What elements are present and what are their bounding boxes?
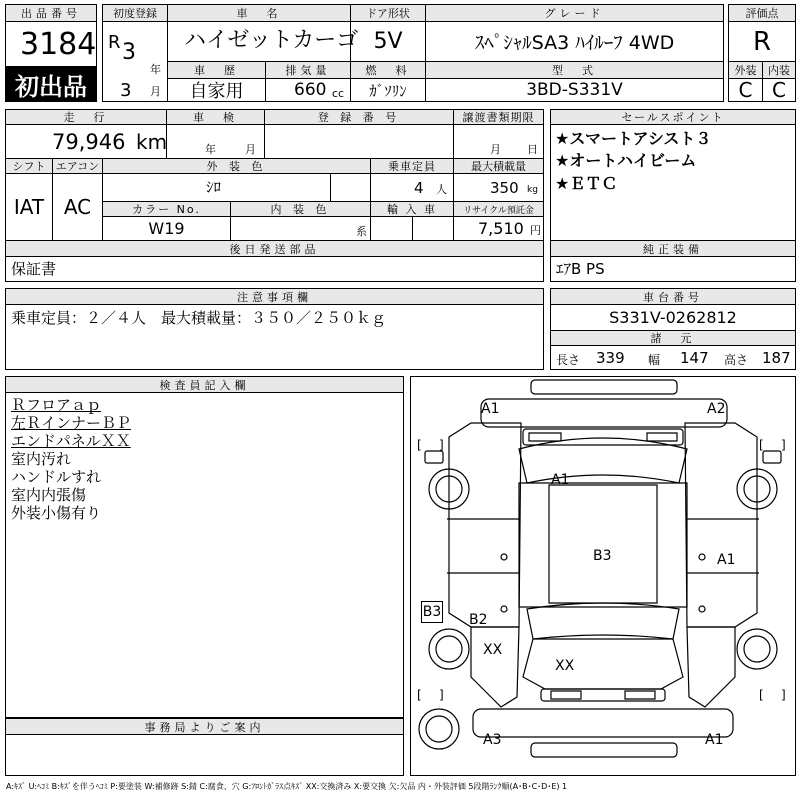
- interior-score: C: [762, 78, 796, 102]
- sales-point-2: ★オートハイビーム: [555, 151, 697, 170]
- office-label: 事務局よりご案内: [5, 718, 404, 735]
- model-value: 3BD-S331V: [425, 78, 724, 102]
- recycle-label: リサイクル預託金: [453, 201, 544, 217]
- legend-text: A:ｷｽﾞ U:ﾍｺﾐ B:ｷｽﾞを伴うﾍｺﾐ P:要塗装 W:補修跡 S:錆 C:腐食、穴 G:ﾌﾛﾝﾄｶﾞﾗｽ点ｷｽﾞ XX:交換済み X:要交換 欠:欠品 内・外装評価 5段階ﾗﾝｸ順(A･B･C･D･E) 1: [6, 782, 568, 791]
- transfer-month-unit: 月: [490, 143, 501, 156]
- first-reg-month: 3: [120, 80, 132, 101]
- mark-b2-left-rear: B2: [469, 612, 488, 628]
- ext-color-label: 外 装 色: [102, 158, 371, 174]
- car-name-label: 車 名: [167, 4, 351, 22]
- inspector-label: 検査員記入欄: [5, 376, 404, 393]
- mark-a1-rear-right: A1: [705, 732, 724, 748]
- height-value: 187: [762, 349, 791, 367]
- svg-text:]: ]: [781, 688, 786, 702]
- plate-label: 登 録 番 号: [264, 109, 454, 125]
- displacement-value: 660: [294, 80, 327, 100]
- genuine-equipment-label: 純正装備: [550, 240, 796, 257]
- history-value: 自家用: [167, 78, 266, 102]
- recycle-unit: 円: [530, 224, 541, 237]
- int-color-box: [230, 216, 371, 241]
- length-label: 長さ: [556, 353, 581, 367]
- first-listing-text: 初出品: [15, 72, 87, 101]
- mark-b3-roof: B3: [593, 548, 612, 564]
- mark-a1-hood: A1: [551, 472, 570, 488]
- height-label: 高さ: [724, 353, 749, 367]
- lot-number: 3184: [20, 27, 97, 62]
- displacement-label: 排気量: [265, 61, 351, 79]
- inspection-month-unit: 月: [245, 143, 256, 156]
- transfer-day-unit: 日: [527, 143, 538, 156]
- inspector-line-7: 外装小傷有り: [11, 504, 102, 522]
- score-value: R: [728, 21, 796, 62]
- model-label: 型 式: [425, 61, 724, 79]
- max-load-label: 最大積載量: [453, 158, 544, 174]
- color-no-label: カラー No.: [102, 201, 231, 217]
- lot-number-label: 出品番号: [5, 4, 97, 22]
- sales-points-label: セールスポイント: [550, 109, 796, 125]
- mark-b3-left-side-box: [421, 601, 443, 623]
- mileage-label: 走 行: [5, 109, 167, 125]
- chassis-value: S331V-0262812: [550, 304, 796, 331]
- history-label: 車 歴: [167, 61, 266, 79]
- capacity-unit: 人: [436, 183, 447, 196]
- width-label: 幅: [648, 353, 661, 367]
- int-color-suffix: 系: [356, 225, 367, 238]
- inspection-label: 車 検: [166, 109, 265, 125]
- car-name: ハイゼットカーゴ: [184, 28, 359, 53]
- ac-label: エアコン: [52, 158, 103, 174]
- inspector-line-6: 室内内張傷: [11, 486, 87, 504]
- mark-a2-front-right: A2: [707, 401, 726, 417]
- inspector-line-2: 左ＲインナーＢＰ: [11, 414, 132, 432]
- exterior-score: C: [728, 78, 763, 102]
- notes-label: 注意事項欄: [5, 288, 544, 305]
- first-reg-year: 3: [122, 40, 136, 65]
- genuine-equipment-value: ｴｱB PS: [556, 260, 605, 278]
- door-label: ドア形状: [350, 4, 426, 22]
- int-color-label: 内 装 色: [230, 201, 371, 217]
- plate-box: [264, 124, 454, 159]
- max-load-value: 350: [490, 179, 519, 197]
- inspector-line-1: Ｒフロアａｐ: [11, 396, 102, 414]
- mark-xx-left-rear: XX: [483, 642, 503, 658]
- spec-box: [550, 345, 796, 370]
- inspector-line-5: ハンドルすれ: [11, 468, 102, 486]
- inspector-line-4: 室内汚れ: [11, 450, 72, 468]
- first-reg-label: 初度登録: [102, 4, 168, 22]
- displacement-unit: cc: [332, 87, 345, 100]
- max-load-unit: kg: [527, 185, 538, 195]
- capacity-label: 乗車定員: [370, 158, 454, 174]
- mark-a1-front-left: A1: [481, 401, 500, 417]
- svg-text:]: ]: [439, 688, 444, 702]
- svg-text:]: ]: [781, 438, 786, 452]
- sales-point-3: ★ＥＴＣ: [555, 174, 618, 193]
- transfer-label: 譲渡書類期限: [453, 109, 544, 125]
- office-box: [5, 734, 404, 776]
- inspection-year-unit: 年: [205, 143, 216, 156]
- door-value: 5V: [350, 21, 426, 62]
- spec-label: 諸 元: [550, 330, 796, 346]
- car-diagram-svg: [411, 377, 795, 775]
- sales-point-1: ★スマートアシスト３: [555, 129, 712, 148]
- later-parts-value: 保証書: [11, 260, 57, 278]
- svg-text:[: [: [759, 438, 764, 452]
- interior-label: 内装: [762, 61, 796, 79]
- svg-text:[: [: [417, 688, 422, 702]
- ac-value: AC: [52, 173, 103, 241]
- shift-label: シフト: [5, 158, 53, 174]
- recycle-value: 7,510: [478, 219, 524, 238]
- grade-label: グレード: [425, 4, 724, 22]
- later-parts-box: [5, 256, 544, 282]
- mileage-value: 79,946: [52, 130, 126, 154]
- import-divider: [412, 216, 413, 241]
- shift-value: IAT: [5, 173, 53, 241]
- capacity-value: 4: [414, 179, 424, 197]
- mark-a3-rear-left: A3: [483, 732, 502, 748]
- chassis-label: 車台番号: [550, 288, 796, 305]
- mark-b3-left-side: B3: [422, 604, 442, 620]
- ext-color-value: ｼﾛ: [206, 178, 222, 196]
- exterior-label: 外装: [728, 61, 763, 79]
- first-listing-badge: [5, 66, 97, 102]
- inspector-lines: [11, 396, 396, 522]
- svg-text:[: [: [417, 438, 422, 452]
- first-reg-era: R: [108, 32, 121, 53]
- width-value: 147: [680, 349, 709, 367]
- ext-color-divider: [330, 173, 331, 202]
- grade-value: ｽﾍﾟｼｬﾙSA3 ﾊｲﾙｰﾌ 4WD: [425, 21, 724, 62]
- svg-text:]: ]: [439, 438, 444, 452]
- mileage-unit: km: [136, 130, 168, 154]
- import-label: 輸 入 車: [370, 201, 454, 217]
- later-parts-label: 後日発送部品: [5, 240, 544, 257]
- mark-a1-right-side: A1: [717, 552, 736, 568]
- fuel-label: 燃 料: [350, 61, 426, 79]
- score-label: 評価点: [728, 4, 796, 22]
- mark-xx-rear: XX: [555, 658, 575, 674]
- fuel-value: ｶﾞｿﾘﾝ: [350, 78, 426, 102]
- notes-value: 乗車定員：２／４人 最大積載量：３５０／２５０ｋｇ: [11, 309, 387, 327]
- svg-text:[: [: [759, 688, 764, 702]
- month-unit: 月: [150, 85, 161, 98]
- color-no-value: W19: [102, 216, 231, 241]
- length-value: 339: [596, 349, 625, 367]
- year-unit: 年: [150, 63, 161, 76]
- inspector-line-3: エンドパネルＸＸ: [11, 432, 131, 450]
- damage-diagram: [410, 376, 796, 776]
